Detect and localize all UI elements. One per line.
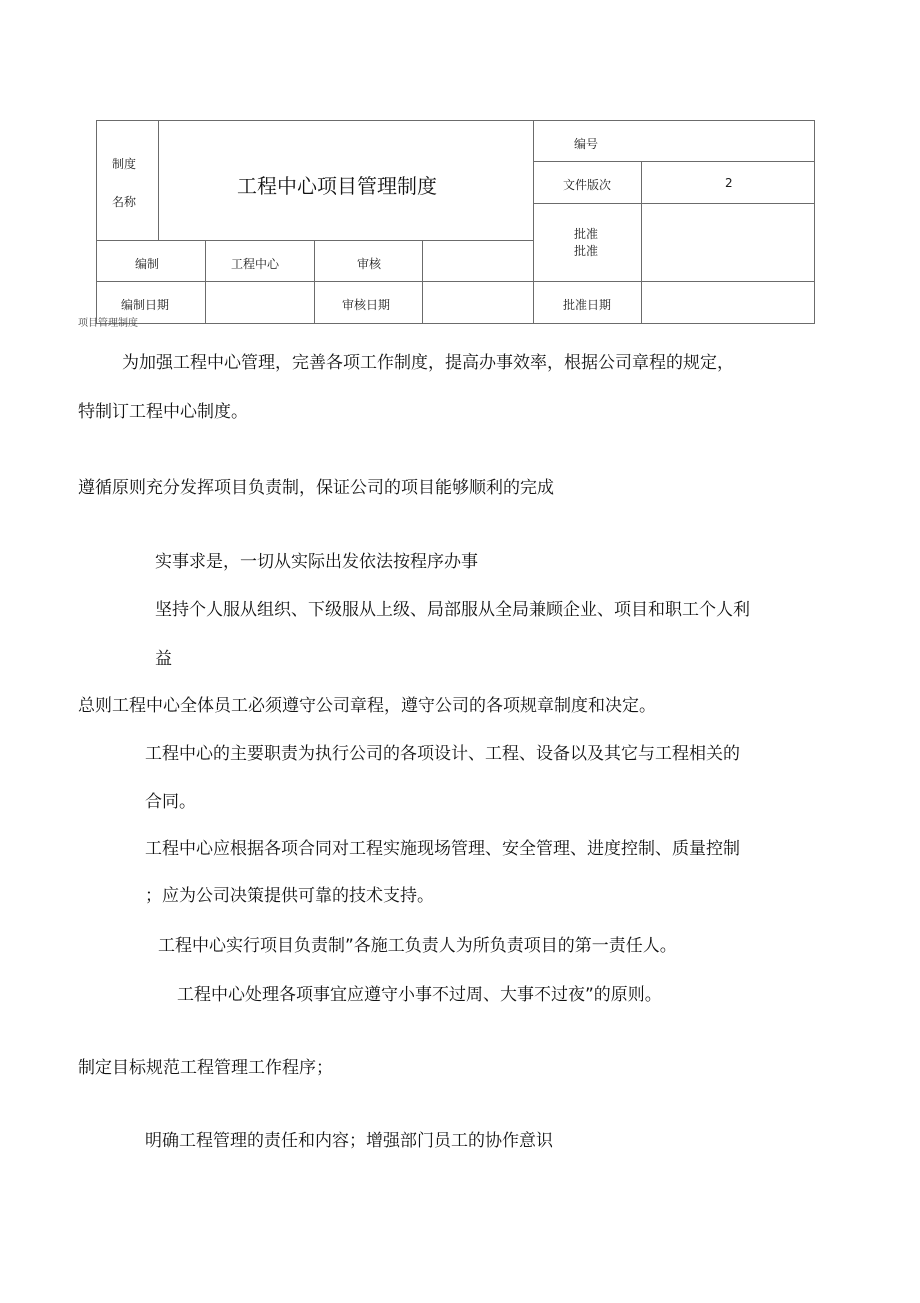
duty-1-line-2: 合同。 <box>145 792 196 812</box>
duty-2-line-1: 工程中心应根据各项合同对工程实施现场管理、安全管理、进度控制、质量控制 <box>145 839 740 859</box>
review-date-value-cell <box>422 281 534 324</box>
compile-label-cell <box>96 240 206 282</box>
version-label-cell <box>533 161 642 204</box>
compile-value: 工程中心 <box>231 257 280 271</box>
general-paragraph: 总则工程中心全体员工必须遵守公司章程，遵守公司的各项规章制度和决定。 <box>78 696 656 716</box>
review-value-cell <box>422 240 534 282</box>
review-date-label: 审核日期 <box>342 298 391 312</box>
goal-item: 明确工程管理的责任和内容；增强部门员工的协作意识 <box>145 1131 553 1151</box>
duty-3: 工程中心实行项目负责制”各施工负责人为所负责项目的第一责任人。 <box>158 936 677 956</box>
review-label: 审核 <box>357 257 382 271</box>
principle-item-1: 实事求是，一切从实际出发依法按程序办事 <box>155 552 478 572</box>
duty-2-line-2: ；应为公司决策提供可靠的技术支持。 <box>145 886 434 906</box>
principle-item-2-line-2: 益 <box>155 649 172 669</box>
version-value: 2 <box>725 176 733 190</box>
principle-item-2-line-1: 坚持个人服从组织、下级服从上级、局部服从全局兼顾企业、项目和职工个人利 <box>155 600 750 620</box>
review-date-label-cell <box>314 281 423 324</box>
document-title: 工程中心项目管理制度 <box>237 174 437 198</box>
document-header-table <box>96 120 815 324</box>
approve-label-cell <box>533 203 642 282</box>
approve-label-line2: 批准 <box>574 244 599 258</box>
intro-line-1: 为加强工程中心管理，完善各项工作制度，提高办事效率，根据公司章程的规定， <box>122 353 734 373</box>
approve-date-value-cell <box>641 281 815 324</box>
goal-paragraph: 制定目标规范工程管理工作程序； <box>78 1058 333 1078</box>
number-label: 编号 <box>574 137 599 151</box>
system-name-label-line1: 制度 <box>112 157 137 171</box>
compile-value-cell <box>205 240 315 282</box>
compile-date-label: 编制日期 <box>121 298 170 312</box>
duty-4: 工程中心处理各项事宜应遵守小事不过周、大事不过夜”的原则。 <box>177 985 662 1005</box>
version-value-cell <box>641 161 815 204</box>
version-label: 文件版次 <box>563 178 612 192</box>
intro-line-2: 特制订工程中心制度。 <box>78 402 248 422</box>
approve-date-label-cell <box>533 281 642 324</box>
document-title-cell <box>158 120 534 241</box>
compile-label: 编制 <box>135 257 160 271</box>
approve-value-cell <box>641 203 815 282</box>
system-name-label-cell <box>96 120 159 241</box>
compile-date-value-cell <box>205 281 315 324</box>
number-label-cell <box>533 120 815 162</box>
principle-paragraph: 遵循原则充分发挥项目负责制，保证公司的项目能够顺利的完成 <box>78 478 554 498</box>
approve-date-label: 批准日期 <box>563 298 612 312</box>
duty-1-line-1: 工程中心的主要职责为执行公司的各项设计、工程、设备以及其它与工程相关的 <box>145 744 740 764</box>
running-header: 项目管理制度 <box>78 318 138 329</box>
review-label-cell <box>314 240 423 282</box>
approve-label-line1: 批准 <box>574 227 599 241</box>
system-name-label-line2: 名称 <box>112 195 137 209</box>
